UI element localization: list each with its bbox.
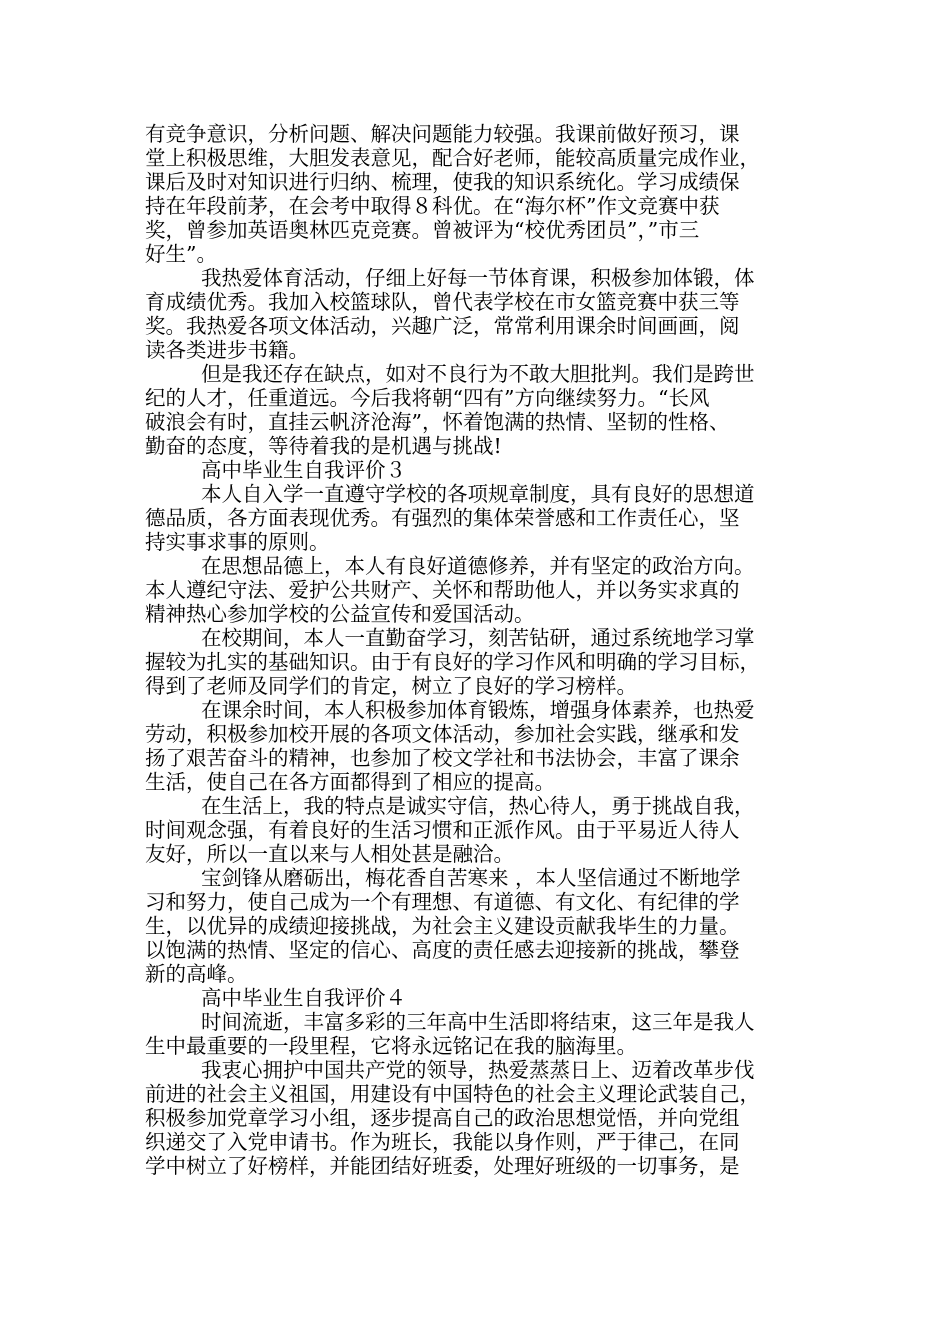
text-line: 勤奋的态度，等待着我的是机遇与挑战! bbox=[145, 434, 502, 458]
text-line: 学中树立了好榜样，并能团结好班委，处理好班级的一切事务，是 bbox=[145, 1154, 740, 1178]
text-line: 育成绩优秀。我加入校篮球队，曾代表学校在市女篮竞赛中获三等 bbox=[145, 290, 740, 314]
text-line: 奖，曾参加英语奥林匹克竞赛。曾被评为“校优秀团员”，”市三 bbox=[145, 218, 700, 242]
text-line: 织递交了入党申请书。作为班长，我能以身作则，严于律己，在同 bbox=[145, 1130, 740, 1154]
text-line: 新的高峰。 bbox=[145, 962, 248, 986]
text-line: 课后及时对知识进行归纳、梳理，使我的知识系统化。学习成绩保 bbox=[145, 170, 740, 194]
text-line: 扬了艰苦奋斗的精神，也参加了校文学社和书法协会，丰富了课余 bbox=[145, 746, 740, 770]
paragraph bbox=[145, 482, 813, 554]
text-line: 奖。我热爱各项文体活动，兴趣广泛，常常利用课余时间画画，阅 bbox=[145, 314, 740, 338]
text-line: 在生活上，我的特点是诚实守信，热心待人，勇于挑战自我， bbox=[201, 794, 755, 818]
text-line: 在校期间，本人一直勤奋学习，刻苦钻研，通过系统地学习掌 bbox=[201, 626, 755, 650]
paragraph bbox=[145, 626, 813, 698]
text-line: 持实事求事的原则。 bbox=[145, 530, 330, 554]
text-line: 得到了老师及同学们的肯定，树立了良好的学习榜样。 bbox=[145, 674, 637, 698]
paragraph bbox=[145, 698, 813, 794]
text-line: 生，以优异的成绩迎接挑战，为社会主义建设贡献我毕生的力量。 bbox=[145, 914, 740, 938]
text-line: 时间流逝，丰富多彩的三年高中生活即将结束，这三年是我人 bbox=[201, 1010, 755, 1034]
text-line: 生活，使自己在各方面都得到了相应的提高。 bbox=[145, 770, 555, 794]
text-line: 德品质，各方面表现优秀。有强烈的集体荣誉感和工作责任心，坚 bbox=[145, 506, 740, 530]
text-line: 精神热心参加学校的公益宣传和爱国活动。 bbox=[145, 602, 535, 626]
section-heading bbox=[145, 458, 813, 482]
paragraph bbox=[145, 122, 813, 266]
text-line: 以饱满的热情、坚定的信心、高度的责任感去迎接新的挑战，攀登 bbox=[145, 938, 740, 962]
text-line: 堂上积极思维，大胆发表意见，配合好老师，能较高质量完成作业， bbox=[145, 146, 760, 170]
paragraph bbox=[145, 1010, 813, 1058]
text-line: 本人遵纪守法、爱护公共财产、关怀和帮助他人，并以务实求真的 bbox=[145, 578, 740, 602]
text-line: 前进的社会主义祖国，用建设有中国特色的社会主义理论武装自己， bbox=[145, 1082, 760, 1106]
text-line: 高中毕业生自我评价３ bbox=[201, 458, 406, 482]
text-line: 持在年段前茅，在会考中取得８科优。在“海尔杯”作文竞赛中获 bbox=[145, 194, 720, 218]
text-line: 生中最重要的一段里程，它将永远铭记在我的脑海里。 bbox=[145, 1034, 637, 1058]
text-line: 我热爱体育活动，仔细上好每一节体育课，积极参加体锻，体 bbox=[201, 266, 755, 290]
text-line: 在课余时间，本人积极参加体育锻炼，增强身体素养，也热爱 bbox=[201, 698, 755, 722]
text-line: 劳动，积极参加校开展的各项文体活动，参加社会实践，继承和发 bbox=[145, 722, 740, 746]
text-line: 时间观念强，有着良好的生活习惯和正派作风。由于平易近人待人 bbox=[145, 818, 740, 842]
text-line: 破浪会有时，直挂云帆济沧海”，怀着饱满的热情、坚韧的性格、 bbox=[145, 410, 730, 434]
text-line: 本人自入学一直遵守学校的各项规章制度，具有良好的思想道 bbox=[201, 482, 755, 506]
text-line: 但是我还存在缺点，如对不良行为不敢大胆批判。我们是跨世 bbox=[201, 362, 755, 386]
text-line: 在思想品德上，本人有良好道德修养，并有坚定的政治方向。 bbox=[201, 554, 755, 578]
paragraph bbox=[145, 1058, 813, 1178]
paragraph bbox=[145, 266, 813, 362]
paragraph bbox=[145, 362, 813, 458]
text-line: 我衷心拥护中国共产党的领导，热爱蒸蒸日上、迈着改革步伐 bbox=[201, 1058, 755, 1082]
paragraph bbox=[145, 554, 813, 626]
text-line: 读各类进步书籍。 bbox=[145, 338, 309, 362]
section-heading bbox=[145, 986, 813, 1010]
text-line: 友好，所以一直以来与人相处甚是融洽。 bbox=[145, 842, 514, 866]
document-body bbox=[145, 122, 813, 1178]
text-line: 习和努力，使自己成为一个有理想、有道德、有文化、有纪律的学 bbox=[145, 890, 740, 914]
text-line: 有竞争意识，分析问题、解决问题能力较强。我课前做好预习，课 bbox=[145, 122, 740, 146]
paragraph bbox=[145, 866, 813, 986]
text-line: 高中毕业生自我评价４ bbox=[201, 986, 406, 1010]
text-line: 握较为扎实的基础知识。由于有良好的学习作风和明确的学习目标， bbox=[145, 650, 760, 674]
paragraph bbox=[145, 794, 813, 866]
text-line: 宝剑锋从磨砺出，梅花香自苦寒来 ，本人坚信通过不断地学 bbox=[201, 866, 741, 890]
text-line: 纪的人才，任重道远。今后我将朝“四有”方向继续努力。“长风 bbox=[145, 386, 710, 410]
text-line: 积极参加党章学习小组，逐步提高自己的政治思想觉悟，并向党组 bbox=[145, 1106, 740, 1130]
text-line: 好生”。 bbox=[145, 242, 217, 266]
